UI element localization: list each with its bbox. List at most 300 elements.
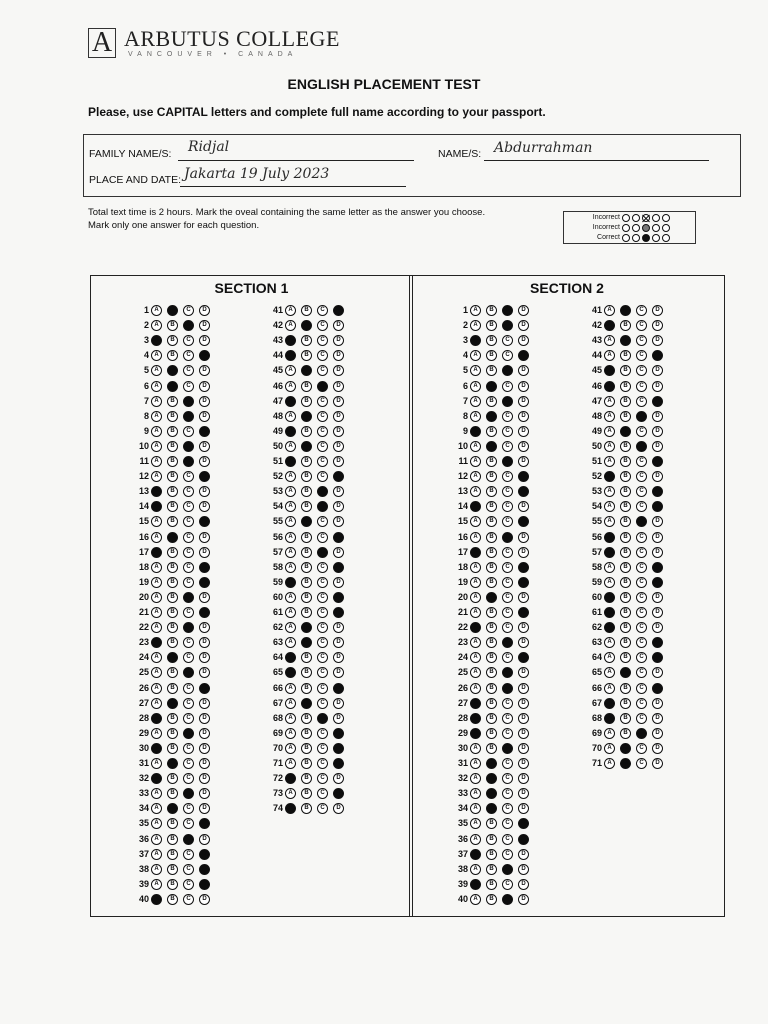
answer-bubble-d[interactable]: D: [518, 758, 529, 769]
answer-bubble-b[interactable]: B: [167, 426, 178, 437]
answer-bubble-d[interactable]: D: [333, 592, 344, 603]
answer-bubble-b[interactable]: B: [486, 849, 497, 860]
answer-bubble-c[interactable]: C: [502, 652, 513, 663]
answer-bubble-c[interactable]: C: [183, 441, 194, 452]
answer-bubble-a[interactable]: A: [470, 864, 481, 875]
answer-bubble-b[interactable]: B: [620, 532, 631, 543]
answer-bubble-a[interactable]: A: [285, 471, 296, 482]
answer-bubble-d[interactable]: D: [518, 471, 529, 482]
answer-bubble-c[interactable]: C: [502, 350, 513, 361]
answer-bubble-d[interactable]: D: [199, 486, 210, 497]
answer-bubble-b[interactable]: B: [486, 592, 497, 603]
answer-bubble-b[interactable]: B: [301, 350, 312, 361]
answer-bubble-b[interactable]: B: [486, 728, 497, 739]
answer-bubble-c[interactable]: C: [317, 652, 328, 663]
answer-bubble-a[interactable]: A: [470, 713, 481, 724]
answer-bubble-d[interactable]: D: [199, 879, 210, 890]
answer-bubble-c[interactable]: C: [183, 532, 194, 543]
answer-bubble-b[interactable]: B: [167, 516, 178, 527]
answer-bubble-c[interactable]: C: [502, 486, 513, 497]
answer-bubble-a[interactable]: A: [151, 713, 162, 724]
answer-bubble-d[interactable]: D: [199, 516, 210, 527]
answer-bubble-c[interactable]: C: [502, 532, 513, 543]
answer-bubble-a[interactable]: A: [470, 803, 481, 814]
answer-bubble-b[interactable]: B: [486, 350, 497, 361]
answer-bubble-c[interactable]: C: [502, 592, 513, 603]
answer-bubble-a[interactable]: A: [604, 335, 615, 346]
answer-bubble-c[interactable]: C: [502, 396, 513, 407]
answer-bubble-b[interactable]: B: [620, 713, 631, 724]
answer-bubble-c[interactable]: C: [183, 350, 194, 361]
answer-bubble-c[interactable]: C: [636, 713, 647, 724]
answer-bubble-a[interactable]: A: [604, 728, 615, 739]
answer-bubble-a[interactable]: A: [470, 637, 481, 648]
answer-bubble-c[interactable]: C: [183, 486, 194, 497]
answer-bubble-c[interactable]: C: [183, 365, 194, 376]
answer-bubble-d[interactable]: D: [652, 381, 663, 392]
answer-bubble-c[interactable]: C: [636, 547, 647, 558]
answer-bubble-b[interactable]: B: [486, 818, 497, 829]
answer-bubble-a[interactable]: A: [151, 818, 162, 829]
answer-bubble-b[interactable]: B: [486, 396, 497, 407]
answer-bubble-a[interactable]: A: [151, 426, 162, 437]
answer-bubble-c[interactable]: C: [636, 743, 647, 754]
answer-bubble-b[interactable]: B: [167, 381, 178, 392]
answer-bubble-c[interactable]: C: [636, 471, 647, 482]
answer-bubble-c[interactable]: C: [636, 637, 647, 648]
answer-bubble-b[interactable]: B: [486, 637, 497, 648]
answer-bubble-a[interactable]: A: [151, 592, 162, 603]
answer-bubble-b[interactable]: B: [301, 637, 312, 648]
answer-bubble-c[interactable]: C: [636, 486, 647, 497]
answer-bubble-a[interactable]: A: [470, 773, 481, 784]
answer-bubble-b[interactable]: B: [620, 350, 631, 361]
answer-bubble-d[interactable]: D: [518, 728, 529, 739]
answer-bubble-a[interactable]: A: [151, 894, 162, 905]
answer-bubble-c[interactable]: C: [636, 577, 647, 588]
answer-bubble-c[interactable]: C: [502, 803, 513, 814]
answer-bubble-c[interactable]: C: [636, 622, 647, 633]
answer-bubble-c[interactable]: C: [636, 365, 647, 376]
answer-bubble-b[interactable]: B: [620, 396, 631, 407]
answer-bubble-d[interactable]: D: [199, 849, 210, 860]
answer-bubble-c[interactable]: C: [317, 305, 328, 316]
answer-bubble-b[interactable]: B: [167, 441, 178, 452]
answer-bubble-c[interactable]: C: [502, 607, 513, 618]
answer-bubble-a[interactable]: A: [151, 396, 162, 407]
answer-bubble-c[interactable]: C: [317, 743, 328, 754]
answer-bubble-a[interactable]: A: [285, 743, 296, 754]
answer-bubble-a[interactable]: A: [470, 441, 481, 452]
answer-bubble-c[interactable]: C: [317, 381, 328, 392]
answer-bubble-c[interactable]: C: [183, 320, 194, 331]
answer-bubble-a[interactable]: A: [470, 305, 481, 316]
answer-bubble-a[interactable]: A: [470, 743, 481, 754]
answer-bubble-a[interactable]: A: [470, 849, 481, 860]
answer-bubble-a[interactable]: A: [470, 365, 481, 376]
answer-bubble-a[interactable]: A: [285, 652, 296, 663]
answer-bubble-c[interactable]: C: [502, 788, 513, 799]
answer-bubble-c[interactable]: C: [183, 562, 194, 573]
answer-bubble-b[interactable]: B: [620, 456, 631, 467]
answer-bubble-c[interactable]: C: [502, 773, 513, 784]
answer-bubble-c[interactable]: C: [183, 426, 194, 437]
answer-bubble-d[interactable]: D: [518, 501, 529, 512]
answer-bubble-b[interactable]: B: [620, 607, 631, 618]
answer-bubble-b[interactable]: B: [301, 320, 312, 331]
answer-bubble-d[interactable]: D: [518, 486, 529, 497]
answer-bubble-b[interactable]: B: [167, 743, 178, 754]
answer-bubble-c[interactable]: C: [317, 788, 328, 799]
answer-bubble-d[interactable]: D: [199, 652, 210, 663]
answer-bubble-a[interactable]: A: [604, 381, 615, 392]
answer-bubble-c[interactable]: C: [636, 501, 647, 512]
answer-bubble-b[interactable]: B: [620, 411, 631, 422]
answer-bubble-b[interactable]: B: [486, 486, 497, 497]
answer-bubble-a[interactable]: A: [151, 652, 162, 663]
answer-bubble-a[interactable]: A: [151, 743, 162, 754]
answer-bubble-b[interactable]: B: [486, 894, 497, 905]
answer-bubble-d[interactable]: D: [333, 426, 344, 437]
answer-bubble-c[interactable]: C: [636, 516, 647, 527]
answer-bubble-c[interactable]: C: [502, 818, 513, 829]
answer-bubble-c[interactable]: C: [317, 713, 328, 724]
answer-bubble-d[interactable]: D: [652, 441, 663, 452]
answer-bubble-c[interactable]: C: [502, 441, 513, 452]
answer-bubble-a[interactable]: A: [285, 622, 296, 633]
answer-bubble-b[interactable]: B: [486, 577, 497, 588]
answer-bubble-c[interactable]: C: [317, 516, 328, 527]
answer-bubble-d[interactable]: D: [199, 411, 210, 422]
answer-bubble-a[interactable]: A: [151, 728, 162, 739]
answer-bubble-c[interactable]: C: [502, 381, 513, 392]
answer-bubble-d[interactable]: D: [518, 381, 529, 392]
answer-bubble-a[interactable]: A: [470, 652, 481, 663]
answer-bubble-d[interactable]: D: [652, 743, 663, 754]
answer-bubble-a[interactable]: A: [470, 577, 481, 588]
answer-bubble-b[interactable]: B: [167, 547, 178, 558]
answer-bubble-d[interactable]: D: [199, 803, 210, 814]
answer-bubble-a[interactable]: A: [285, 728, 296, 739]
answer-bubble-d[interactable]: D: [333, 683, 344, 694]
answer-bubble-b[interactable]: B: [486, 788, 497, 799]
answer-bubble-b[interactable]: B: [486, 683, 497, 694]
answer-bubble-a[interactable]: A: [470, 683, 481, 694]
answer-bubble-b[interactable]: B: [167, 411, 178, 422]
answer-bubble-d[interactable]: D: [652, 305, 663, 316]
answer-bubble-a[interactable]: A: [604, 667, 615, 678]
answer-bubble-a[interactable]: A: [285, 532, 296, 543]
answer-bubble-b[interactable]: B: [620, 365, 631, 376]
answer-bubble-a[interactable]: A: [151, 849, 162, 860]
answer-bubble-a[interactable]: A: [604, 516, 615, 527]
answer-bubble-c[interactable]: C: [636, 592, 647, 603]
answer-bubble-d[interactable]: D: [199, 728, 210, 739]
answer-bubble-c[interactable]: C: [183, 773, 194, 784]
answer-bubble-c[interactable]: C: [502, 834, 513, 845]
answer-bubble-c[interactable]: C: [502, 426, 513, 437]
answer-bubble-a[interactable]: A: [604, 486, 615, 497]
answer-bubble-c[interactable]: C: [317, 441, 328, 452]
answer-bubble-b[interactable]: B: [167, 607, 178, 618]
answer-bubble-a[interactable]: A: [604, 562, 615, 573]
answer-bubble-b[interactable]: B: [620, 441, 631, 452]
answer-bubble-b[interactable]: B: [167, 350, 178, 361]
answer-bubble-a[interactable]: A: [151, 607, 162, 618]
answer-bubble-c[interactable]: C: [502, 501, 513, 512]
answer-bubble-a[interactable]: A: [470, 532, 481, 543]
answer-bubble-b[interactable]: B: [620, 637, 631, 648]
answer-bubble-d[interactable]: D: [333, 607, 344, 618]
answer-bubble-b[interactable]: B: [620, 516, 631, 527]
answer-bubble-b[interactable]: B: [167, 667, 178, 678]
answer-bubble-c[interactable]: C: [502, 667, 513, 678]
answer-bubble-a[interactable]: A: [470, 381, 481, 392]
answer-bubble-d[interactable]: D: [333, 516, 344, 527]
answer-bubble-a[interactable]: A: [285, 516, 296, 527]
answer-bubble-d[interactable]: D: [333, 547, 344, 558]
answer-bubble-d[interactable]: D: [333, 350, 344, 361]
answer-bubble-d[interactable]: D: [333, 471, 344, 482]
answer-bubble-c[interactable]: C: [502, 728, 513, 739]
answer-bubble-b[interactable]: B: [620, 683, 631, 694]
answer-bubble-c[interactable]: C: [636, 411, 647, 422]
answer-bubble-b[interactable]: B: [167, 788, 178, 799]
answer-bubble-b[interactable]: B: [167, 471, 178, 482]
answer-bubble-b[interactable]: B: [167, 818, 178, 829]
answer-bubble-d[interactable]: D: [199, 864, 210, 875]
answer-bubble-a[interactable]: A: [151, 516, 162, 527]
answer-bubble-c[interactable]: C: [183, 637, 194, 648]
answer-bubble-a[interactable]: A: [151, 441, 162, 452]
answer-bubble-a[interactable]: A: [604, 698, 615, 709]
answer-bubble-c[interactable]: C: [502, 743, 513, 754]
answer-bubble-a[interactable]: A: [604, 592, 615, 603]
answer-bubble-b[interactable]: B: [486, 607, 497, 618]
answer-bubble-c[interactable]: C: [317, 365, 328, 376]
answer-bubble-c[interactable]: C: [317, 562, 328, 573]
answer-bubble-c[interactable]: C: [317, 532, 328, 543]
answer-bubble-d[interactable]: D: [518, 562, 529, 573]
answer-bubble-d[interactable]: D: [652, 516, 663, 527]
answer-bubble-d[interactable]: D: [652, 622, 663, 633]
answer-bubble-c[interactable]: C: [502, 879, 513, 890]
answer-bubble-c[interactable]: C: [502, 758, 513, 769]
answer-bubble-d[interactable]: D: [518, 441, 529, 452]
answer-bubble-a[interactable]: A: [151, 365, 162, 376]
answer-bubble-c[interactable]: C: [317, 667, 328, 678]
answer-bubble-a[interactable]: A: [470, 396, 481, 407]
answer-bubble-a[interactable]: A: [151, 788, 162, 799]
answer-bubble-b[interactable]: B: [486, 547, 497, 558]
answer-bubble-c[interactable]: C: [502, 622, 513, 633]
answer-bubble-b[interactable]: B: [486, 562, 497, 573]
answer-bubble-a[interactable]: A: [604, 758, 615, 769]
answer-bubble-b[interactable]: B: [301, 607, 312, 618]
answer-bubble-c[interactable]: C: [636, 607, 647, 618]
answer-bubble-b[interactable]: B: [167, 894, 178, 905]
answer-bubble-d[interactable]: D: [199, 758, 210, 769]
answer-bubble-d[interactable]: D: [333, 637, 344, 648]
answer-bubble-c[interactable]: C: [636, 320, 647, 331]
answer-bubble-d[interactable]: D: [652, 501, 663, 512]
answer-bubble-c[interactable]: C: [183, 592, 194, 603]
answer-bubble-d[interactable]: D: [333, 803, 344, 814]
answer-bubble-a[interactable]: A: [470, 834, 481, 845]
answer-bubble-c[interactable]: C: [183, 758, 194, 769]
answer-bubble-a[interactable]: A: [470, 879, 481, 890]
answer-bubble-a[interactable]: A: [285, 667, 296, 678]
answer-bubble-c[interactable]: C: [183, 849, 194, 860]
answer-bubble-c[interactable]: C: [183, 864, 194, 875]
answer-bubble-a[interactable]: A: [470, 622, 481, 633]
answer-bubble-a[interactable]: A: [151, 562, 162, 573]
answer-bubble-b[interactable]: B: [486, 652, 497, 663]
answer-bubble-b[interactable]: B: [486, 864, 497, 875]
answer-bubble-d[interactable]: D: [333, 486, 344, 497]
answer-bubble-d[interactable]: D: [333, 773, 344, 784]
answer-bubble-b[interactable]: B: [620, 698, 631, 709]
answer-bubble-d[interactable]: D: [518, 411, 529, 422]
answer-bubble-d[interactable]: D: [199, 698, 210, 709]
answer-bubble-a[interactable]: A: [285, 698, 296, 709]
answer-bubble-d[interactable]: D: [518, 456, 529, 467]
answer-bubble-a[interactable]: A: [285, 607, 296, 618]
given-name-field[interactable]: Abdurrahman: [494, 140, 593, 156]
answer-bubble-d[interactable]: D: [199, 713, 210, 724]
answer-bubble-c[interactable]: C: [183, 607, 194, 618]
answer-bubble-d[interactable]: D: [518, 350, 529, 361]
answer-bubble-b[interactable]: B: [620, 728, 631, 739]
answer-bubble-a[interactable]: A: [151, 501, 162, 512]
answer-bubble-c[interactable]: C: [183, 713, 194, 724]
answer-bubble-a[interactable]: A: [151, 350, 162, 361]
answer-bubble-b[interactable]: B: [167, 501, 178, 512]
answer-bubble-b[interactable]: B: [620, 758, 631, 769]
answer-bubble-b[interactable]: B: [486, 501, 497, 512]
answer-bubble-a[interactable]: A: [470, 350, 481, 361]
answer-bubble-d[interactable]: D: [199, 501, 210, 512]
answer-bubble-a[interactable]: A: [151, 486, 162, 497]
answer-bubble-a[interactable]: A: [151, 547, 162, 558]
answer-bubble-c[interactable]: C: [317, 698, 328, 709]
answer-bubble-a[interactable]: A: [604, 365, 615, 376]
answer-bubble-d[interactable]: D: [518, 834, 529, 845]
answer-bubble-d[interactable]: D: [518, 305, 529, 316]
answer-bubble-b[interactable]: B: [301, 728, 312, 739]
answer-bubble-d[interactable]: D: [518, 894, 529, 905]
answer-bubble-b[interactable]: B: [301, 713, 312, 724]
answer-bubble-b[interactable]: B: [620, 592, 631, 603]
answer-bubble-b[interactable]: B: [620, 381, 631, 392]
answer-bubble-d[interactable]: D: [333, 320, 344, 331]
answer-bubble-b[interactable]: B: [620, 335, 631, 346]
answer-bubble-d[interactable]: D: [333, 758, 344, 769]
answer-bubble-a[interactable]: A: [470, 426, 481, 437]
answer-bubble-b[interactable]: B: [620, 305, 631, 316]
answer-bubble-d[interactable]: D: [518, 652, 529, 663]
answer-bubble-a[interactable]: A: [151, 773, 162, 784]
answer-bubble-d[interactable]: D: [199, 305, 210, 316]
answer-bubble-d[interactable]: D: [518, 532, 529, 543]
answer-bubble-a[interactable]: A: [470, 758, 481, 769]
answer-bubble-d[interactable]: D: [333, 728, 344, 739]
answer-bubble-c[interactable]: C: [317, 803, 328, 814]
answer-bubble-a[interactable]: A: [285, 335, 296, 346]
answer-bubble-c[interactable]: C: [183, 305, 194, 316]
answer-bubble-a[interactable]: A: [285, 547, 296, 558]
answer-bubble-d[interactable]: D: [199, 396, 210, 407]
answer-bubble-b[interactable]: B: [167, 849, 178, 860]
answer-bubble-b[interactable]: B: [301, 411, 312, 422]
answer-bubble-c[interactable]: C: [636, 426, 647, 437]
answer-bubble-a[interactable]: A: [285, 773, 296, 784]
answer-bubble-c[interactable]: C: [183, 818, 194, 829]
answer-bubble-d[interactable]: D: [652, 426, 663, 437]
answer-bubble-b[interactable]: B: [301, 622, 312, 633]
answer-bubble-c[interactable]: C: [183, 698, 194, 709]
answer-bubble-d[interactable]: D: [199, 683, 210, 694]
answer-bubble-b[interactable]: B: [301, 592, 312, 603]
answer-bubble-a[interactable]: A: [151, 864, 162, 875]
answer-bubble-d[interactable]: D: [652, 396, 663, 407]
answer-bubble-a[interactable]: A: [604, 713, 615, 724]
answer-bubble-c[interactable]: C: [183, 577, 194, 588]
answer-bubble-a[interactable]: A: [285, 788, 296, 799]
answer-bubble-a[interactable]: A: [470, 728, 481, 739]
answer-bubble-c[interactable]: C: [317, 426, 328, 437]
answer-bubble-c[interactable]: C: [636, 667, 647, 678]
answer-bubble-d[interactable]: D: [652, 365, 663, 376]
answer-bubble-b[interactable]: B: [486, 758, 497, 769]
answer-bubble-d[interactable]: D: [518, 667, 529, 678]
answer-bubble-a[interactable]: A: [151, 335, 162, 346]
answer-bubble-a[interactable]: A: [285, 562, 296, 573]
answer-bubble-b[interactable]: B: [486, 532, 497, 543]
answer-bubble-c[interactable]: C: [636, 350, 647, 361]
answer-bubble-b[interactable]: B: [167, 335, 178, 346]
answer-bubble-a[interactable]: A: [604, 547, 615, 558]
answer-bubble-c[interactable]: C: [636, 698, 647, 709]
answer-bubble-b[interactable]: B: [301, 516, 312, 527]
answer-bubble-c[interactable]: C: [636, 441, 647, 452]
answer-bubble-b[interactable]: B: [301, 471, 312, 482]
answer-bubble-a[interactable]: A: [470, 562, 481, 573]
answer-bubble-d[interactable]: D: [652, 758, 663, 769]
answer-bubble-d[interactable]: D: [199, 743, 210, 754]
answer-bubble-d[interactable]: D: [199, 381, 210, 392]
answer-bubble-a[interactable]: A: [151, 381, 162, 392]
answer-bubble-b[interactable]: B: [301, 305, 312, 316]
answer-bubble-d[interactable]: D: [333, 456, 344, 467]
answer-bubble-d[interactable]: D: [199, 788, 210, 799]
answer-bubble-d[interactable]: D: [518, 365, 529, 376]
answer-bubble-b[interactable]: B: [301, 577, 312, 588]
answer-bubble-c[interactable]: C: [502, 411, 513, 422]
answer-bubble-b[interactable]: B: [620, 577, 631, 588]
answer-bubble-b[interactable]: B: [486, 743, 497, 754]
answer-bubble-d[interactable]: D: [652, 652, 663, 663]
answer-bubble-b[interactable]: B: [167, 396, 178, 407]
answer-bubble-d[interactable]: D: [333, 532, 344, 543]
answer-bubble-d[interactable]: D: [199, 320, 210, 331]
answer-bubble-c[interactable]: C: [317, 486, 328, 497]
answer-bubble-b[interactable]: B: [620, 426, 631, 437]
answer-bubble-d[interactable]: D: [199, 456, 210, 467]
answer-bubble-d[interactable]: D: [199, 562, 210, 573]
answer-bubble-c[interactable]: C: [502, 683, 513, 694]
answer-bubble-d[interactable]: D: [652, 547, 663, 558]
